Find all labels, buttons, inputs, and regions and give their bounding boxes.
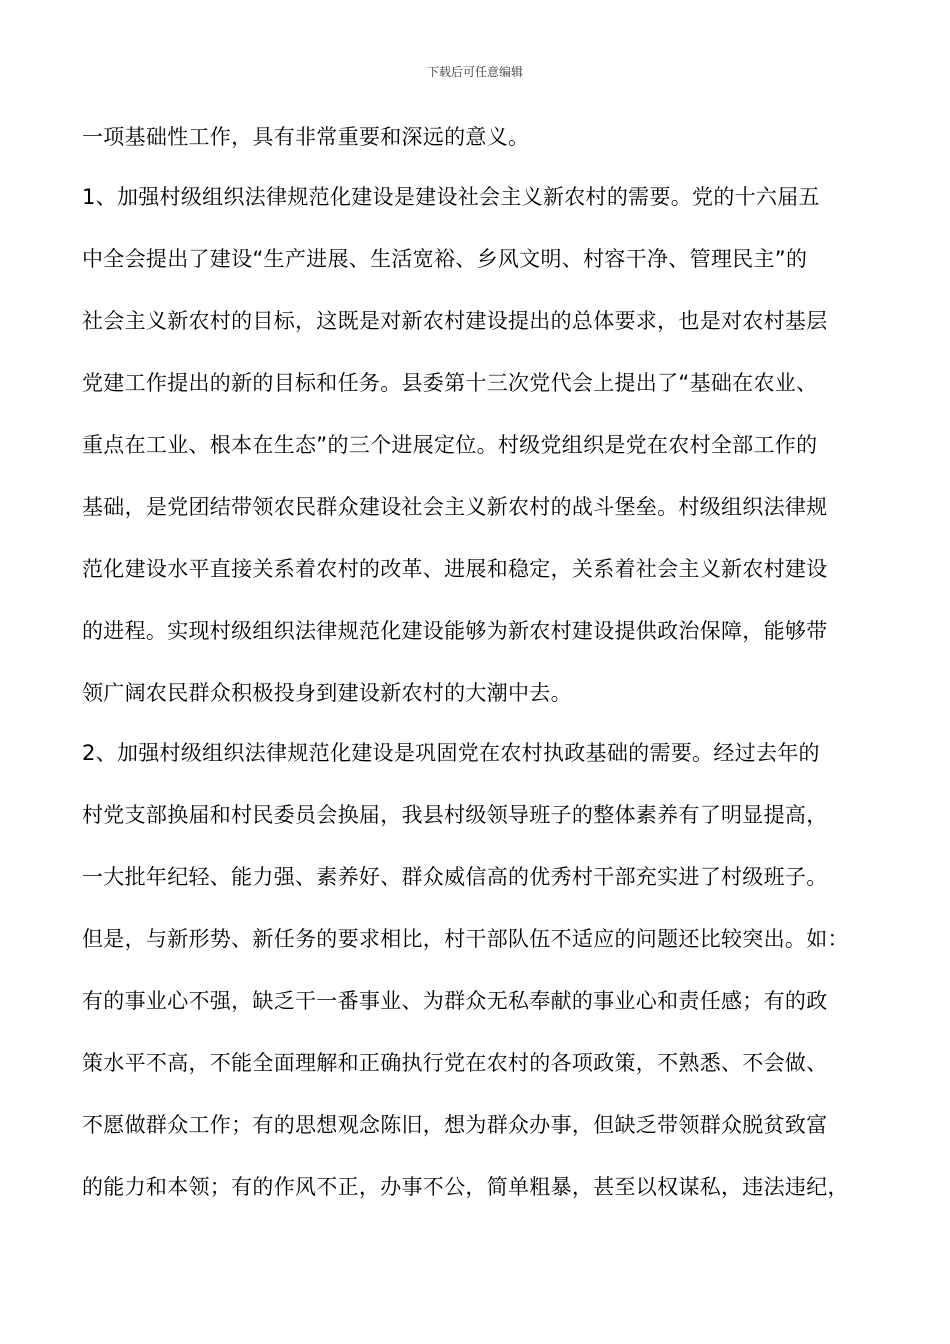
text-line: 村党支部换届和村民委员会换届，我县村级领导班子的整体素养有了明显提高， (82, 803, 828, 827)
text-line: 但是，与新形势、新任务的要求相比，村干部队伍不适应的问题还比较突出。如： (82, 927, 849, 951)
text-line: 不愿做群众工作；有的思想观念陈旧，想为群众办事，但缺乏带领群众脱贫致富 (82, 1113, 828, 1137)
text-line: 1、加强村级组织法律规范化建设是建设社会主义新农村的需要。党的十六届五 (82, 185, 820, 209)
text-line: 一大批年纪轻、能力强、素养好、群众威信高的优秀村干部充实进了村级班子。 (82, 865, 828, 889)
page-header: 下载后可任意编辑 (426, 65, 523, 79)
text-line: 基础，是党团结带领农民群众建设社会主义新农村的战斗堡垒。村级组织法律规 (82, 495, 828, 519)
text-line: 策水平不高，不能全面理解和正确执行党在农村的各项政策，不熟悉、不会做、 (82, 1051, 828, 1075)
text-line: 有的事业心不强，缺乏干一番事业、为群众无私奉献的事业心和责任感；有的政 (82, 989, 828, 1013)
text-line: 一项基础性工作，具有非常重要和深远的意义。 (82, 125, 530, 149)
text-line: 的能力和本领；有的作风不正，办事不公，简单粗暴，甚至以权谋私，违法违纪， (82, 1175, 849, 1199)
text-line: 党建工作提出的新的目标和任务。县委第十三次党代会上提出了“基础在农业、 (82, 371, 818, 395)
text-line: 2、加强村级组织法律规范化建设是巩固党在农村执政基础的需要。经过去年的 (82, 741, 820, 765)
text-line: 领广阔农民群众积极投身到建设新农村的大潮中去。 (82, 681, 572, 705)
text-line: 中全会提出了建设“生产进展、生活宽裕、乡风文明、村容干净、管理民主”的 (82, 247, 808, 271)
text-line: 范化建设水平直接关系着农村的改革、进展和稳定，关系着社会主义新农村建设 (82, 557, 828, 581)
text-line: 重点在工业、根本在生态”的三个进展定位。村级党组织是党在农村全部工作的 (82, 433, 818, 457)
text-line: 的进程。实现村级组织法律规范化建设能够为新农村建设提供政治保障，能够带 (82, 619, 828, 643)
text-line: 社会主义新农村的目标，这既是对新农村建设提出的总体要求，也是对农村基层 (82, 309, 828, 333)
